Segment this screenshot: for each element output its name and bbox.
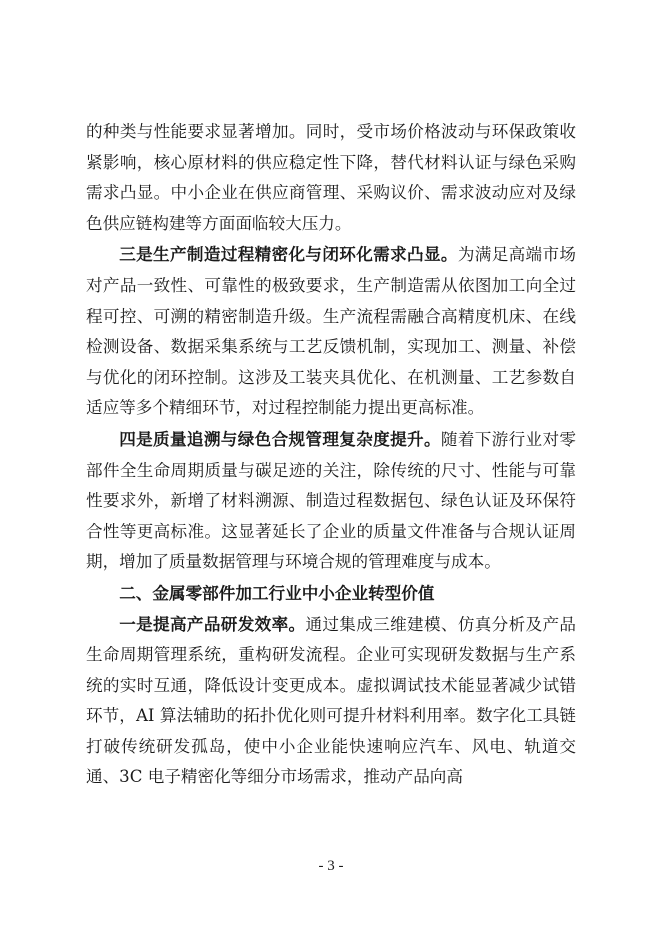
paragraph-text: 通过集成三维建模、仿真分析及产品生命周期管理系统，重构研发流程。企业可实现研发数据与生产系统的实时互通，降低设计变更成本。虚拟调试技术能显著减少试错环节，AI 算法辅助的拓扑优化则可提升材料利用率。数字化工具链打破传统研发孤岛，使中小企业能快速响应汽车、风电、轨道交通、3C 电子精密化等细分市场需求，推动产品向高: [86, 614, 577, 787]
paragraph-lead: 三是生产制造过程精密化与闭环化需求凸显。: [119, 244, 458, 265]
page-number: - 3 -: [318, 858, 344, 874]
paragraph-lead: 四是质量追溯与绿色合规管理复杂度提升。: [119, 428, 441, 449]
section-heading: 二、金属零部件加工行业中小企业转型价值: [119, 582, 435, 603]
paragraph-text: 为满足高端市场对产品一致性、可靠性的极致要求，生产制造需从依图加工向全过程可控、可溯的精密制造升级。生产流程需融合高精度机床、在线检测设备、数据采集系统与工艺反馈机制，实现加工、测量、补偿与优化的闭环控制。这涉及工装夹具优化、在机测量、工艺参数自适应等多个精细环节，对过程控制能力提出更高标准。: [86, 245, 577, 418]
paragraph-continuation: [86, 117, 576, 239]
paragraph-production: [86, 239, 576, 424]
body-text: [86, 117, 576, 793]
paragraph-text: 的种类与性能要求显著增加。同时，受市场价格波动与环保政策收紧影响，核心原材料的供应稳定性下降，替代材料认证与绿色采购需求凸显。中小企业在供应商管理、采购议价、需求波动应对及绿色供应链构建等方面面临较大压力。: [86, 122, 576, 233]
paragraph-rnd: [86, 609, 576, 794]
paragraph-lead: 一是提高产品研发效率。: [119, 613, 306, 634]
paragraph-text: 随着下游行业对零部件全生命周期质量与碳足迹的关注，除传统的尺寸、性能与可靠性要求外，新增了材料溯源、制造过程数据包、绿色认证及环保符合性等更高标准。这显著延长了企业的质量文件准备与合规认证周期，增加了质量数据管理与环境合规的管理难度与成本。: [86, 429, 577, 572]
paragraph-quality: [86, 424, 576, 578]
